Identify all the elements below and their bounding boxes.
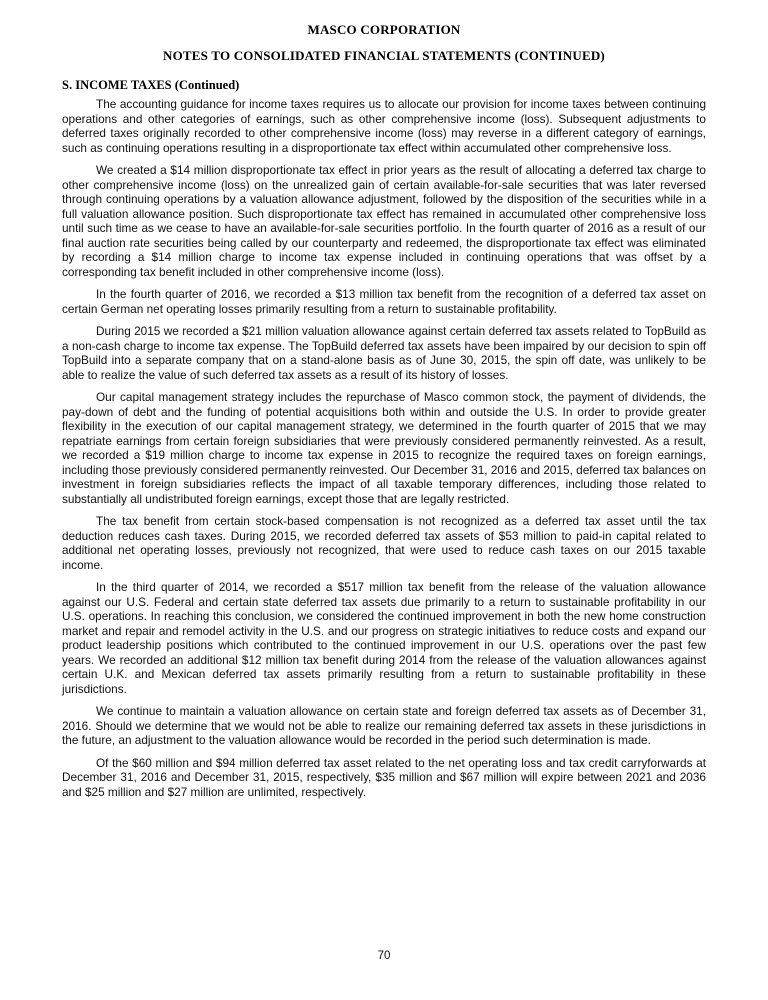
- paragraph-carryforwards-expiration: Of the $60 million and $94 million deferred tax asset related to the net operating loss and tax credit carryforwards at December 31, 2016 and December 31, 2015, respectively, $35 million and $67 million will expire between 2021 and 2036 and $25 million and $27 million are unlimited, respectively.: [62, 755, 706, 799]
- paragraph-german-tax-benefit: In the fourth quarter of 2016, we recorded a $13 million tax benefit from the recognition of a deferred tax asset on certain German net operating losses primarily resulting from a return to sustainable profitability.: [62, 287, 706, 316]
- paragraph-capital-management-strategy: Our capital management strategy includes the repurchase of Masco common stock, the payment of dividends, the pay-down of debt and the funding of potential acquisitions both within and outside the U.S. In order to provide greater flexibility in the execution of our capital management strategy, we determined in the fourth quarter of 2015 that we may repatriate earnings from certain foreign subsidiaries that were previously considered permanently reinvested. As a result, we recorded a $19 million charge to income tax expense in 2015 to recognize the required taxes on foreign earnings, including those previously considered permanently reinvested. Our December 31, 2016 and 2015, deferred tax balances on investment in foreign subsidiaries reflects the impact of all taxable temporary differences, including those related to substantially all undistributed foreign earnings, except those that are legally restricted.: [62, 390, 706, 506]
- section-heading: S. INCOME TAXES (Continued): [62, 78, 240, 92]
- page-number: 70: [377, 950, 391, 962]
- paragraph-disproportionate-tax-effect: We created a $14 million disproportionate tax effect in prior years as the result of allocating a deferred tax charge to other comprehensive income (loss) on the unrealized gain of certain available-for-sale securities that was later reversed through continuing operations by a valuation allowance adjustment, followed by the disposition of the securities while in a full valuation allowance position. Such disproportionate tax effect has remained in accumulated other comprehensive loss until such time as we cease to have an available-for-sale securities portfolio. In the fourth quarter of 2016 as a result of our final auction rate securities being called by our counterparty and redeemed, the disproportionate tax effect was eliminated by recording a $14 million charge to income tax expense included in continuing operations that was offset by a corresponding tax benefit included in other comprehensive income (loss).: [62, 163, 706, 279]
- paragraph-stock-based-compensation: The tax benefit from certain stock-based compensation is not recognized as a deferred tax asset until the tax deduction reduces cash taxes. During 2015, we recorded deferred tax assets of $53 million to paid-in capital related to additional net operating losses, previously not recognized, that were used to reduce cash taxes on our 2015 taxable income.: [62, 514, 706, 572]
- paragraph-accounting-guidance: The accounting guidance for income taxes requires us to allocate our provision for income taxes between continuing operations and other categories of earnings, such as other comprehensive income (loss). Subsequent adjustments to deferred taxes originally recorded to other comprehensive income (loss) may reverse in a different category of earnings, such as continuing operations resulting in a disproportionate tax effect within accumulated other comprehensive loss.: [62, 97, 706, 155]
- company-title: MASCO CORPORATION: [307, 22, 461, 37]
- document-subtitle: NOTES TO CONSOLIDATED FINANCIAL STATEMENTS (CONTINUED): [163, 48, 605, 63]
- paragraph-topbuild-valuation-allowance: During 2015 we recorded a $21 million valuation allowance against certain deferred tax assets related to TopBuild as a non-cash charge to income tax expense. The TopBuild deferred tax assets have been impaired by our decision to spin off TopBuild into a separate company that on a stand-alone basis as of June 30, 2015, the spin off date, was unlikely to be able to realize the value of such deferred tax assets as a result of its history of losses.: [62, 324, 706, 382]
- paragraph-2014-valuation-release: In the third quarter of 2014, we recorded a $517 million tax benefit from the release of the valuation allowance against our U.S. Federal and certain state deferred tax assets due primarily to a return to sustainable profitability in our U.S. operations. In reaching this conclusion, we considered the continued improvement in both the new home construction market and repair and remodel activity in the U.S. and our progress on strategic initiatives to reduce costs and expand our product leadership positions which contributed to the continued improvement in our U.S. operations over the past few years. We recorded an additional $12 million tax benefit during 2014 from the release of the valuation allowances against certain U.K. and Mexican deferred tax assets primarily resulting from a return to sustainable profitability in these jurisdictions.: [62, 580, 706, 696]
- document-body: [62, 97, 706, 799]
- paragraph-continuing-valuation-allowance: We continue to maintain a valuation allowance on certain state and foreign deferred tax assets as of December 31, 2016. Should we determine that we would not be able to realize our remaining deferred tax assets in these jurisdictions in the future, an adjustment to the valuation allowance would be recorded in the period such determination is made.: [62, 704, 706, 747]
